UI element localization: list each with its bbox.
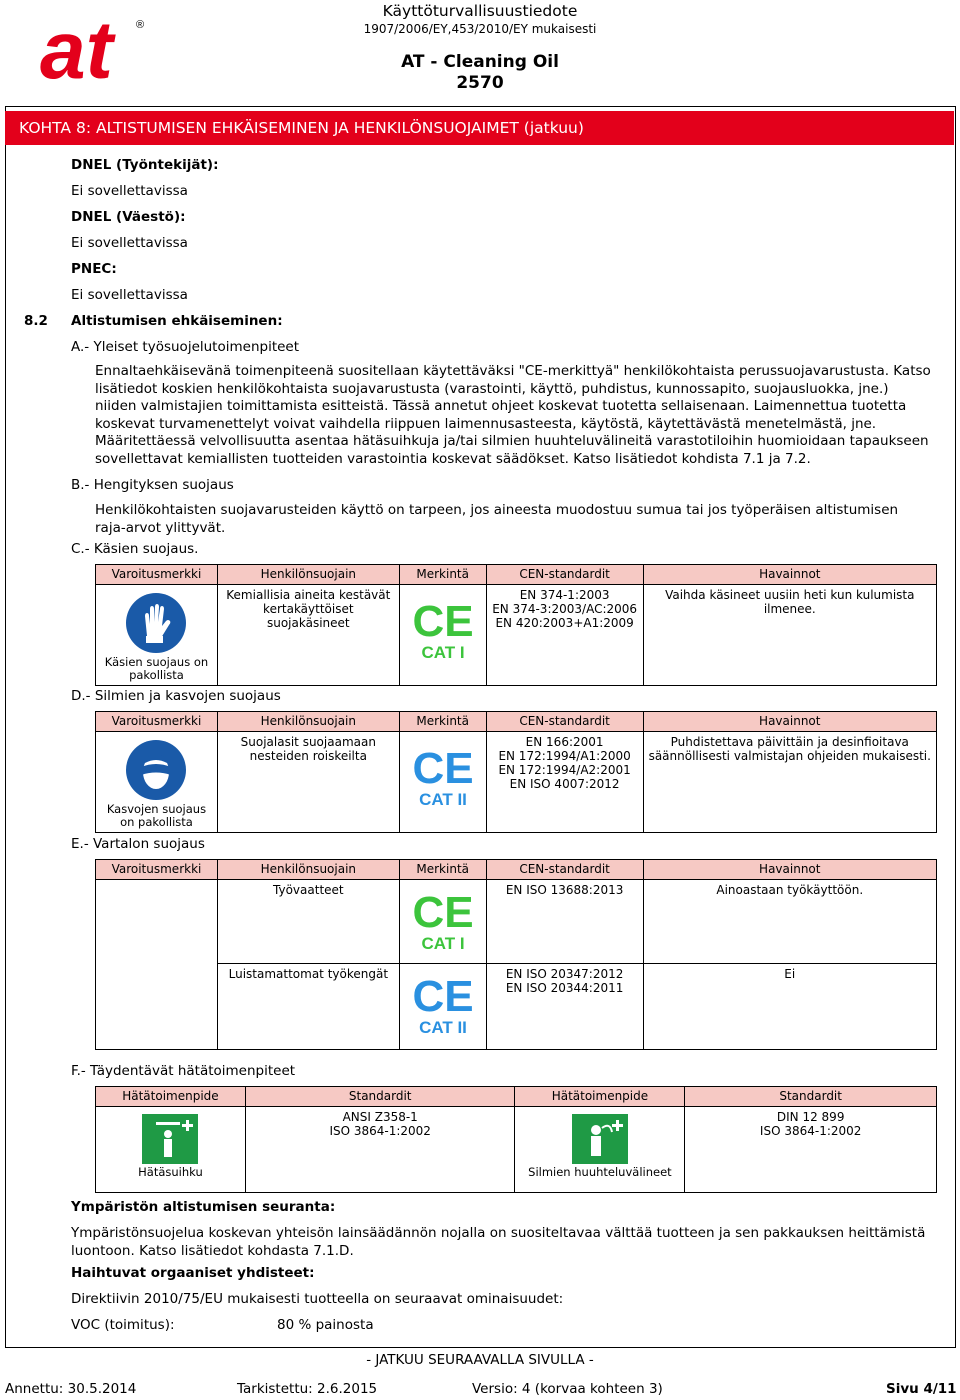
header-sign: Varoitusmerkki (96, 860, 218, 880)
env-monitoring-text: Ympäristönsuojelua koskevan yhteisön lainsäädännön nojalla on suositeltavaa välttää tuotteen ja sen pakkauksen heittämistä luontoon. Katso lisätiedot kohdasta 7.1.D. (71, 1225, 926, 1259)
ce-category: CAT II (418, 790, 467, 809)
header-remarks: Havainnot (643, 712, 936, 732)
standards-cell (486, 964, 643, 1050)
standard-item: EN 172:1994/A1:2000 (498, 749, 631, 763)
voc-title: Haihtuvat orgaaniset yhdisteet: (71, 1265, 315, 1281)
dnel-population-label: DNEL (Väestö): (71, 209, 186, 225)
remarks-cell: Vaihda käsineet uusiin heti kun kulumista ilmenee. (643, 585, 936, 686)
doc-title: Käyttöturvallisuustiedote (382, 2, 578, 20)
shower-caption: Hätäsuihku (138, 1165, 203, 1179)
standard-item: ANSI Z358-1 (342, 1110, 418, 1124)
body-protection-table (95, 859, 937, 1050)
emergency-measures-title: F.- Täydentävät hätätoimenpiteet (71, 1063, 296, 1079)
equipment-cell: Työvaatteet (217, 880, 399, 964)
sign-cell (96, 880, 218, 1050)
header-standards: CEN-standardit (486, 712, 643, 732)
header-emergency-measure: Hätätoimenpide (96, 1087, 246, 1107)
shower-cell (96, 1107, 246, 1193)
revised-date: Tarkistettu: 2.6.2015 (237, 1381, 378, 1397)
header-marking: Merkintä (399, 565, 486, 585)
hand-protection-title: C.- Käsien suojaus. (71, 541, 199, 557)
hand-protection-table (95, 564, 937, 686)
standard-item: EN ISO 20347:2012 (505, 967, 624, 981)
voc-value: 80 % painosta (277, 1317, 374, 1333)
remarks-cell: Puhdistettava päivittäin ja desinfioitava säännöllisesti valmistajan ohjeiden mukaisesti. (643, 732, 936, 833)
header-remarks: Havainnot (643, 565, 936, 585)
standard-item: EN 374-3:2003/AC:2006 (492, 602, 638, 616)
header-equipment: Henkilönsuojain (217, 860, 399, 880)
eyewash-station-icon (572, 1114, 628, 1164)
svg-text:CE: CE (412, 744, 474, 793)
marking-cell (399, 880, 486, 964)
env-monitoring-title: Ympäristön altistumisen seuranta: (71, 1199, 336, 1215)
marking-cell (399, 732, 486, 833)
standard-item: DIN 12 899 (776, 1110, 845, 1124)
header-marking: Merkintä (399, 712, 486, 732)
dnel-workers-label: DNEL (Työntekijät): (71, 157, 219, 173)
svg-text:CE: CE (412, 597, 474, 646)
ce-mark-icon (408, 743, 478, 813)
equipment-cell: Kemiallisia aineita kestävät kertakäyttöiset suojakäsineet (217, 585, 399, 686)
standard-item: EN 374-1:2003 (519, 588, 610, 602)
page-number: Sivu 4/11 (886, 1381, 957, 1397)
emergency-table (95, 1086, 937, 1193)
standard-item: EN 172:1994/A2:2001 (498, 763, 631, 777)
marking-cell (399, 964, 486, 1050)
pnec-value: Ei sovellettavissa (71, 287, 188, 303)
sign-caption: Kasvojen suojaus on pakollista (106, 802, 207, 829)
section-number: 8.2 (24, 313, 48, 329)
header-marking: Merkintä (399, 860, 486, 880)
ce-category: CAT I (421, 643, 465, 662)
general-measures-text: Ennaltaehkäisevänä toimenpiteenä suositellaan käytettäväksi "CE-merkittyä" henkilökohtaista perussuojavarustusta. Katso lisätiedot koskien henkilökohtaista suojavarustusta (varastointi, käyttö, puhdistus, kunnossapito, suojausluokka, jne.) niiden valmistajien toimittamista esitteistä. Tässä annetut ohjeet koskevat tuotetta sellaisenaan. Laimennettua tuotetta koskevat turvamenettelyt voivat vaihdella riippuen laimennusasteesta, käytöstä, käytettävästä menetelmästä, jne. Määritettäessä velvollisuutta asentaa hätäsuihkuja ja/tai silmien huuhteluvälineitä varastotiloihin huomioidaan tapaukseen sovellettavat kemiallisten tuotteiden varastointia koskevat säädökset. Katso lisätiedot kohdista 7.1 ja 7.2. (95, 363, 931, 467)
header-standards: CEN-standardit (486, 860, 643, 880)
general-measures-title: A.- Yleiset työsuojelutoimenpiteet (71, 339, 300, 355)
standards-cell (486, 732, 643, 833)
svg-text:CE: CE (412, 972, 474, 1021)
company-logo (40, 10, 150, 90)
section-title: KOHTA 8: ALTISTUMISEN EHKÄISEMINEN JA HENKILÖNSUOJAIMET (jatkuu) (19, 119, 584, 137)
standard-item: ISO 3864-1:2002 (329, 1124, 431, 1138)
body-protection-title: E.- Vartalon suojaus (71, 836, 205, 852)
sign-caption: Käsien suojaus on pakollista (104, 655, 209, 682)
ce-mark-icon (408, 887, 478, 957)
dnel-population-value: Ei sovellettavissa (71, 235, 188, 251)
shower-standards-cell (245, 1107, 515, 1193)
pnec-label: PNEC: (71, 261, 117, 277)
standards-cell (486, 585, 643, 686)
ce-mark-icon (408, 971, 478, 1041)
header-equipment: Henkilönsuojain (217, 712, 399, 732)
standard-item: ISO 3864-1:2002 (759, 1124, 862, 1138)
voc-label: VOC (toimitus): (71, 1317, 175, 1333)
ce-category: CAT II (418, 1018, 467, 1037)
marking-cell (399, 585, 486, 686)
logo-registered: ® (136, 19, 145, 31)
dnel-workers-value: Ei sovellettavissa (71, 183, 188, 199)
emergency-shower-icon (142, 1114, 198, 1164)
product-code: 2570 (456, 73, 504, 93)
header-sign: Varoitusmerkki (96, 712, 218, 732)
remarks-cell: Ei (643, 964, 936, 1050)
regulation: 1907/2006/EY,453/2010/EY mukaisesti (363, 22, 597, 36)
standard-item: EN 420:2003+A1:2009 (495, 616, 634, 630)
header-standards: Standardit (245, 1087, 515, 1107)
logo-text: at (40, 10, 113, 90)
header-remarks: Havainnot (643, 860, 936, 880)
face-protection-mandatory-icon (125, 739, 187, 801)
eye-protection-table (95, 711, 937, 833)
standard-item: EN ISO 4007:2012 (509, 777, 620, 791)
equipment-cell: Suojalasit suojaamaan nesteiden roiskeilta (217, 732, 399, 833)
remarks-cell: Ainoastaan työkäyttöön. (643, 880, 936, 964)
standards-cell (486, 880, 643, 964)
header-standards: CEN-standardit (486, 565, 643, 585)
product-name: AT - Cleaning Oil (401, 52, 559, 72)
standard-item: EN ISO 20344:2011 (505, 981, 624, 995)
continue-note: - JATKUU SEURAAVALLA SIVULLA - (366, 1352, 594, 1368)
version: Versio: 4 (korvaa kohteen 3) (472, 1381, 663, 1397)
standard-item: EN 166:2001 (525, 735, 604, 749)
header-sign: Varoitusmerkki (96, 565, 218, 585)
standard-item: EN ISO 13688:2013 (505, 883, 624, 897)
header-equipment: Henkilönsuojain (217, 565, 399, 585)
eyewash-cell (515, 1107, 685, 1193)
respiratory-title: B.- Hengityksen suojaus (71, 477, 234, 493)
respiratory-text: Henkilökohtaisten suojavarusteiden käyttö on tarpeen, jos aineesta muodostuu sumua tai jos työperäisen altistumisen raja-arvot ylittyvät. (95, 502, 899, 536)
sign-cell (96, 732, 218, 833)
ce-mark-icon (408, 596, 478, 666)
sign-cell (96, 585, 218, 686)
issued-date: Annettu: 30.5.2014 (5, 1381, 137, 1397)
header-emergency-measure: Hätätoimenpide (515, 1087, 685, 1107)
svg-text:CE: CE (412, 888, 474, 937)
eyewash-caption: Silmien huuhteluvälineet (528, 1165, 672, 1179)
section-bar (5, 111, 954, 145)
section-82-title: Altistumisen ehkäiseminen: (71, 313, 283, 329)
gloves-mandatory-icon (125, 592, 187, 654)
eyewash-standards-cell (685, 1107, 937, 1193)
voc-text: Direktiivin 2010/75/EU mukaisesti tuotteella on seuraavat ominaisuudet: (71, 1291, 564, 1307)
eye-protection-title: D.- Silmien ja kasvojen suojaus (71, 688, 281, 704)
equipment-cell: Luistamattomat työkengät (217, 964, 399, 1050)
header-standards: Standardit (685, 1087, 937, 1107)
ce-category: CAT I (421, 934, 465, 953)
